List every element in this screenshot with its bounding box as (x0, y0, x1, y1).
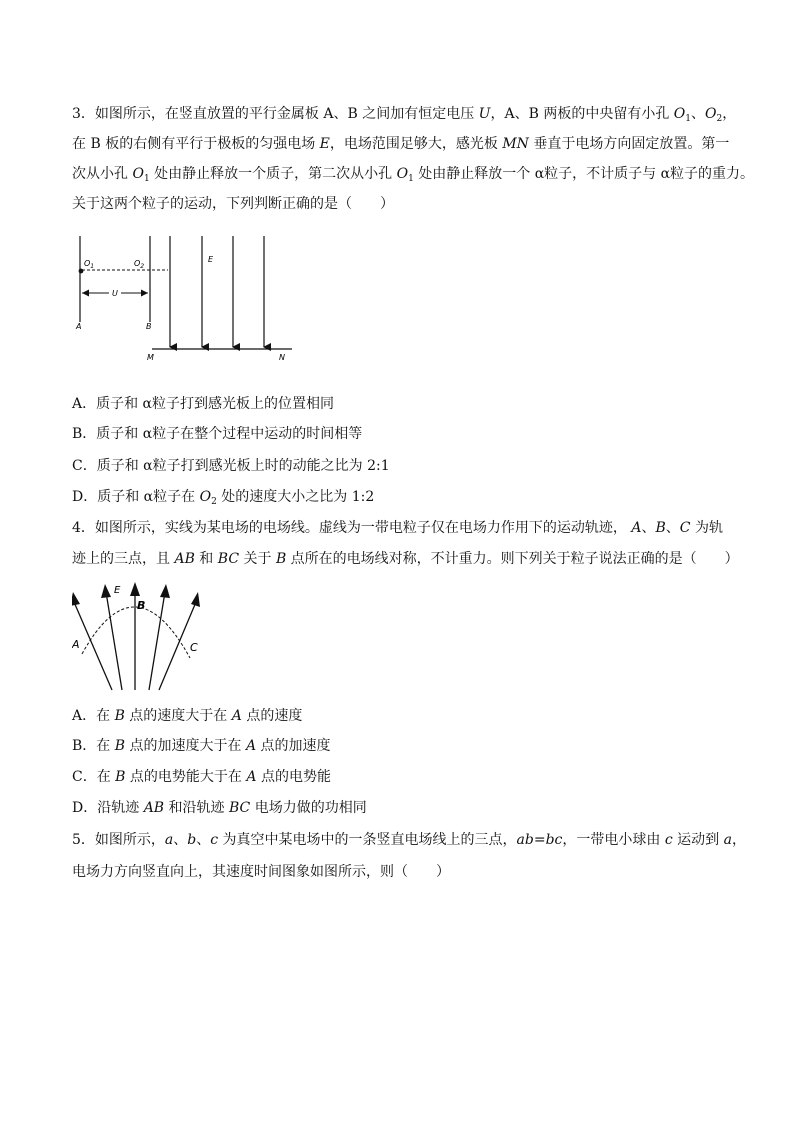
q3-l2-MN: MN (502, 136, 529, 152)
q4-field-arrow-5 (191, 592, 200, 607)
q3-label-E: E (208, 255, 214, 264)
q3-label-O2: $O_2$ (134, 259, 145, 270)
q4-stem-line-1 (72, 518, 723, 538)
q3-stem-line-4: 关于这两个粒子的运动，下列判断正确的是（ ） (72, 196, 394, 212)
q4-d-p1: AB (143, 800, 165, 816)
q4-figure (72, 578, 207, 698)
q3-option-d (72, 487, 374, 512)
q3-label-O1: $O_1$ (84, 259, 95, 270)
q3-d-O: O (199, 489, 212, 505)
q5-l1-c2: c (664, 832, 673, 848)
q3-l2-text-b: ，电场范围足够大，感光板 (329, 136, 503, 152)
q4-a-text-b: 点的速度大于在 (124, 708, 232, 724)
q5-stem-line-2: 电场力方向竖直向上，其速度时间图象如图所示，则（ ） (72, 864, 450, 880)
q4-label-B: B (137, 599, 146, 612)
q5-stem-line-1 (72, 830, 746, 850)
q3-d-text-b: 处的速度大小之比为 1:2 (216, 489, 375, 505)
q4-a-p2: A (231, 708, 242, 724)
q4-d-text-a: D．沿轨迹 (72, 800, 144, 816)
q5-l1-text-a: 5．如图所示， (72, 832, 165, 848)
q3-d-O-sub: 2 (211, 497, 217, 507)
q4-c-text-c: 点的电势能 (256, 769, 331, 785)
q4-d-text-b: 和沿轨迹 (164, 800, 229, 816)
q4-b-text-b: 点的加速度大于在 (125, 738, 246, 754)
q4-c-text-b: 点的电势能大于在 (125, 769, 247, 785)
q4-c-text-a: C．在 (72, 769, 116, 785)
q4-l1-text-b: 为轨 (690, 520, 723, 536)
q5-l1-a2: a (723, 832, 732, 848)
q3-l1-O2: O (705, 106, 717, 122)
q5-l1-eq: ab=bc (516, 832, 563, 848)
q3-option-c: C．质子和 α粒子打到感光板上时的动能之比为 2:1 (72, 458, 390, 474)
q3-l1-U: U (478, 106, 491, 122)
q4-trajectory (82, 607, 190, 658)
q4-b-p2: A (245, 738, 257, 754)
q3-stem-line-2 (72, 134, 729, 154)
q4-d-text-c: 电场力做的功相同 (250, 800, 367, 816)
q4-label-A: A (72, 638, 80, 651)
q3-l3-O1b: O (396, 166, 409, 182)
q3-l1-O1-sub: 1 (685, 114, 691, 124)
q4-a-text-c: 点的速度 (241, 708, 303, 724)
q4-l2-text-b: 和 (194, 551, 218, 567)
q4-option-d (72, 798, 367, 818)
q4-field-line-1 (74, 602, 112, 690)
q4-label-E: E (114, 585, 121, 596)
q4-b-p1: B (114, 738, 126, 754)
q3-l1-end: ， (722, 106, 737, 122)
q4-a-text-a: A．在 (72, 708, 115, 724)
q4-l1-sep2: 、 (665, 520, 680, 536)
q4-a-p1: B (114, 708, 125, 724)
q3-l3-O1b-sub: 1 (408, 174, 414, 184)
q3-l1-O1: O (673, 106, 686, 122)
q3-label-M: M (147, 353, 154, 362)
q3-stem-line-3 (72, 164, 754, 189)
q3-l3-text-c: 处由静止释放一个 α粒子，不计质子与 α粒子的重力。 (413, 166, 755, 182)
q3-l3-O1-sub: 1 (143, 174, 150, 184)
q4-field-arrow-4 (160, 584, 170, 598)
q5-l1-b: b (187, 832, 197, 848)
q4-d-p2: BC (229, 800, 251, 816)
q4-c-p2: A (246, 769, 257, 785)
q3-option-b: B．质子和 α粒子在整个过程中运动的时间相等 (72, 426, 363, 442)
q4-field-arrow-2 (101, 584, 111, 598)
q4-c-p1: B (115, 769, 126, 785)
q3-stem-line-1 (72, 104, 736, 129)
q3-l2-E: E (319, 136, 330, 152)
q3-l3-text-b: 处由静止释放一个质子，第二次从小孔 (149, 166, 397, 182)
q5-l1-s1: 、 (173, 832, 188, 848)
q3-l3-text-a: 次从小孔 (72, 166, 133, 182)
q4-l2-BC: BC (217, 551, 240, 567)
q5-l1-text-d: 运动到 (672, 832, 724, 848)
q5-l1-text-e: ， (731, 832, 746, 848)
q5-l1-text-b: 为真空中某电场中的一条竖直电场线上的三点， (218, 832, 517, 848)
q5-l1-text-c: ，一带电小球由 (562, 832, 665, 848)
q4-stem-line-2 (72, 549, 739, 569)
q3-l1-O2-sub: 2 (716, 114, 723, 124)
q4-option-a (72, 706, 302, 726)
q4-l1-text-a: 4．如图所示，实线为某电场的电场线。虚线为一带电粒子仅在电场力作用下的运动轨迹， (72, 520, 632, 536)
q3-source-dot (79, 269, 84, 274)
q4-field-line-2 (106, 592, 122, 690)
q4-l1-C: C (679, 520, 691, 536)
q5-l1-c: c (210, 832, 219, 848)
q3-l3-O1: O (132, 166, 144, 182)
q4-field-arrow-1 (72, 592, 80, 606)
q4-option-b (72, 736, 331, 756)
q3-label-N: N (279, 353, 285, 362)
q4-l2-text-a: 迹上的三点，且 (72, 551, 175, 567)
q3-figure (72, 230, 300, 370)
q3-l2-text-a: 在 B 板的右侧有平行于极板的匀强电场 (72, 136, 320, 152)
q4-l2-AB: AB (174, 551, 195, 567)
q4-field-arrow-3 (130, 582, 140, 596)
q4-l1-B: B (655, 520, 666, 536)
q4-field-line-4 (149, 592, 165, 690)
q5-l1-s2: 、 (196, 832, 211, 848)
q3-label-A: A (76, 322, 82, 331)
q4-b-text-c: 点的加速度 (256, 738, 331, 754)
q4-b-text-a: B．在 (72, 738, 115, 754)
q4-label-C: C (190, 641, 198, 654)
q3-l1-comma: 、 (691, 106, 705, 122)
q4-l2-Bp: B (275, 551, 287, 567)
q3-l2-text-c: 垂直于电场方向固定放置。第一 (528, 136, 730, 152)
q4-option-c (72, 767, 331, 787)
q4-l2-text-c: 关于 (239, 551, 276, 567)
q3-option-a: A．质子和 α粒子打到感光板上的位置相同 (72, 396, 335, 412)
q3-d-text-a: D．质子和 α粒子在 (72, 489, 200, 505)
q5-l1-a: a (164, 832, 174, 848)
q3-l1-text-a: 3．如图所示，在竖直放置的平行金属板 A、B 之间加有恒定电压 (72, 106, 479, 122)
q4-l1-A: A (631, 520, 642, 536)
q4-l1-sep1: 、 (641, 520, 656, 536)
q3-l1-text-b: ，A、B 两板的中央留有小孔 (490, 106, 674, 122)
q3-label-B: B (146, 322, 152, 331)
q4-l2-text-d: 点所在的电场线对称，不计重力。则下列关于粒子说法正确的是（ ） (286, 551, 739, 567)
q3-label-U: U (112, 289, 118, 298)
